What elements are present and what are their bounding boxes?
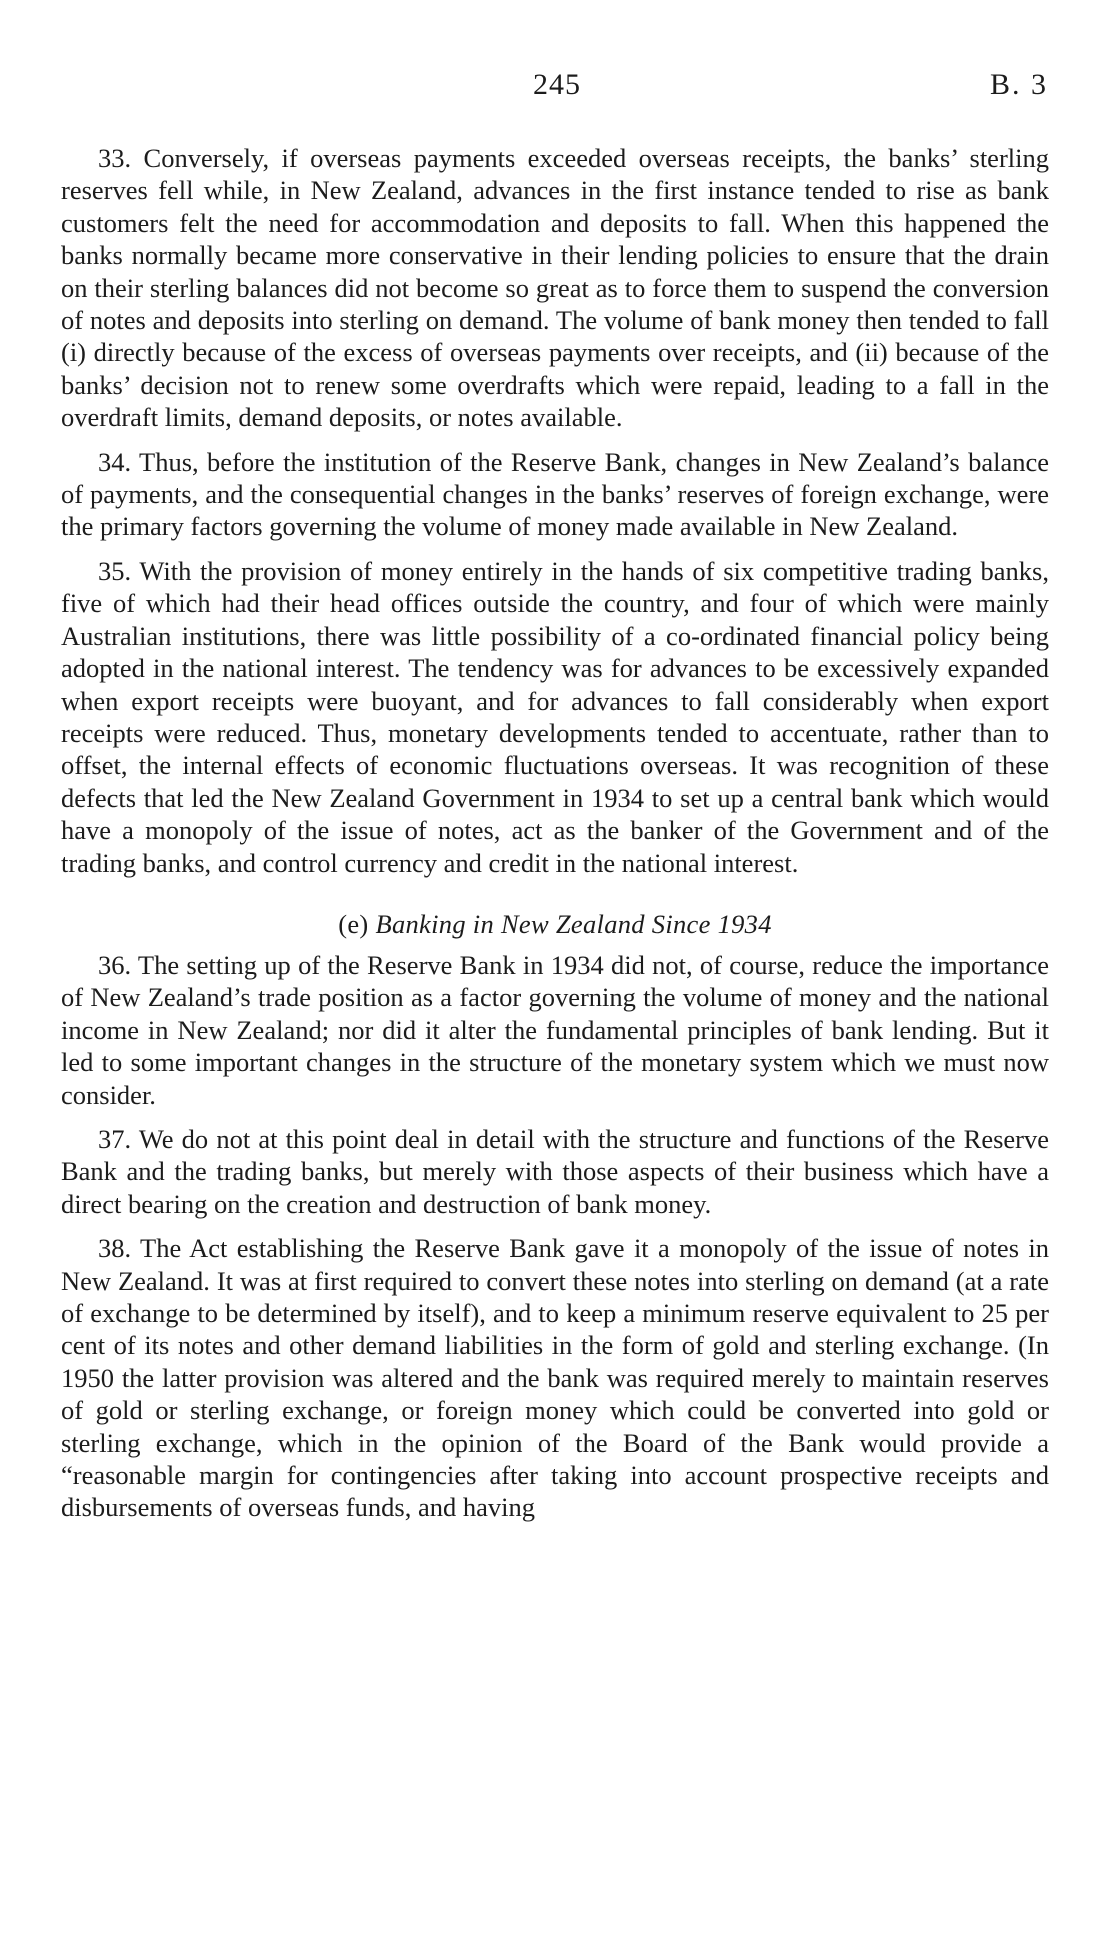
section-heading-label: (e)	[338, 908, 369, 939]
paragraph-36: 36. The setting up of the Reserve Bank in 1934 did not, of course, reduce the importance of New Zealand’s trade position as a factor governing the volume of money and the national income in New Zealand; nor did it alter the fundamental principles of bank lending. But it led to some important changes in the structure of the monetary system which we must now consider.	[61, 949, 1049, 1110]
document-reference: B. 3	[989, 68, 1048, 101]
paragraph-38: 38. The Act establishing the Reserve Bank gave it a monopoly of the issue of notes in New Zealand. It was at first required to convert these notes into sterling on demand (at a rate of exchange to be determined by itself), and to keep a minimum reserve equivalent to 25 per cent of its notes and other demand liabilities in the form of gold and sterling exchange. (In 1950 the latter provision was altered and the bank was required merely to maintain reserves of gold or sterling exchange, or foreign money which could be converted into gold or sterling exchange, which in the opinion of the Board of the Bank would provide a “reasonable margin for contingencies after taking into account prospective receipts and disbursements of overseas funds, and having	[61, 1233, 1049, 1523]
section-heading	[61, 907, 1049, 941]
section-heading-title: Banking in New Zealand Since 1934	[375, 908, 772, 939]
paragraph-37: 37. We do not at this point deal in detail with the structure and functions of the Reserve Bank and the trading banks, but merely with those aspects of their business which have a direct bearing on the creation and destruction of bank money.	[61, 1123, 1049, 1219]
page-number: 245	[533, 68, 581, 101]
paragraph-35: 35. With the provision of money entirely in the hands of six competitive trading banks, five of which had their head offices outside the country, and four of which were mainly Australian institutions, there was little possibility of a co-ordinated financial policy being adopted in the national interest. The tendency was for advances to be excessively expanded when export receipts were buoyant, and for advances to fall considerably when export receipts were reduced. Thus, monetary developments tended to accentuate, rather than to offset, the internal effects of economic fluctuations overseas. It was recognition of these defects that led the New Zealand Government in 1934 to set up a central bank which would have a monopoly of the issue of notes, act as the banker of the Government and of the trading banks, and control currency and credit in the national interest.	[61, 555, 1049, 878]
paragraph-34: 34. Thus, before the institution of the Reserve Bank, changes in New Zealand’s balance of payments, and the consequential changes in the banks’ reserves of foreign exchange, were the primary factors governing the volume of money made available in New Zealand.	[61, 446, 1049, 542]
paragraph-33: 33. Conversely, if overseas payments exceeded overseas receipts, the banks’ sterling reserves fell while, in New Zealand, advances in the first instance tended to rise as bank customers felt the need for accommodation and deposits to fall. When this happened the banks normally became more conservative in their lending policies to ensure that the drain on their sterling balances did not become so great as to force them to suspend the conversion of notes and deposits into sterling on demand. The volume of bank money then tended to fall (i) directly because of the excess of overseas payments over receipts, and (ii) because of the banks’ decision not to renew some overdrafts which were repaid, leading to a fall in the overdraft limits, demand deposits, or notes available.	[61, 143, 1049, 433]
body-text	[61, 142, 1049, 1536]
